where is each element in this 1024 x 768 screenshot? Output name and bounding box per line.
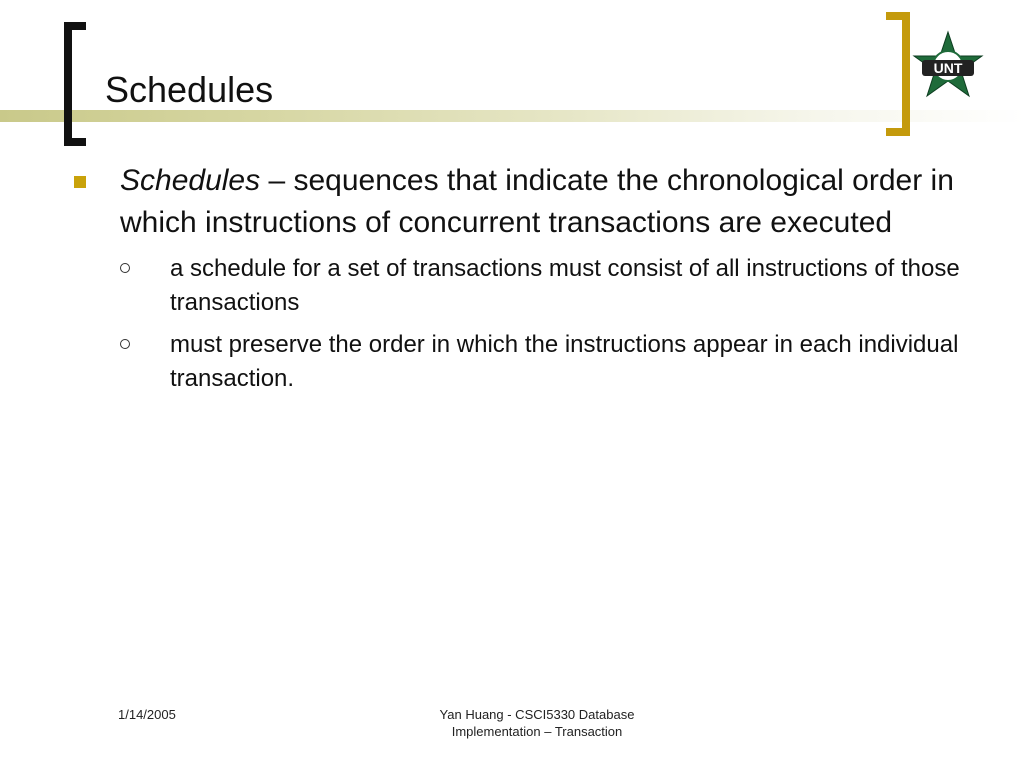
- circle-bullet-icon: [120, 339, 130, 349]
- square-bullet-icon: [74, 176, 86, 188]
- footer-line-2: Implementation – Transaction: [451, 724, 623, 739]
- circle-bullet-icon: [120, 263, 130, 273]
- bullet-term: Schedules: [120, 164, 261, 197]
- left-bracket-decoration: [64, 22, 86, 146]
- bullet-item: [72, 160, 962, 244]
- sub-bullet-text: must preserve the order in which the instructions appear in each individual transaction.: [170, 331, 959, 392]
- sub-bullet-item: [120, 252, 962, 320]
- right-bracket-decoration: [886, 12, 910, 136]
- slide-title: Schedules: [105, 69, 274, 110]
- sub-bullet-text: a schedule for a set of transactions must consist of all instructions of those transactions: [170, 255, 960, 316]
- sub-bullet-list: [72, 252, 962, 396]
- logo-text: UNT: [933, 60, 963, 76]
- footer-caption: [400, 706, 674, 740]
- footer-line-1: Yan Huang - CSCI5330 Database: [439, 707, 635, 722]
- sub-bullet-item: [120, 328, 962, 396]
- slide-body: [72, 160, 962, 404]
- footer-date: 1/14/2005: [118, 707, 176, 722]
- bullet-text: – sequences that indicate the chronological order in which instructions of concurrent transactions are executed: [120, 164, 954, 239]
- unt-star-logo-icon: [910, 30, 986, 106]
